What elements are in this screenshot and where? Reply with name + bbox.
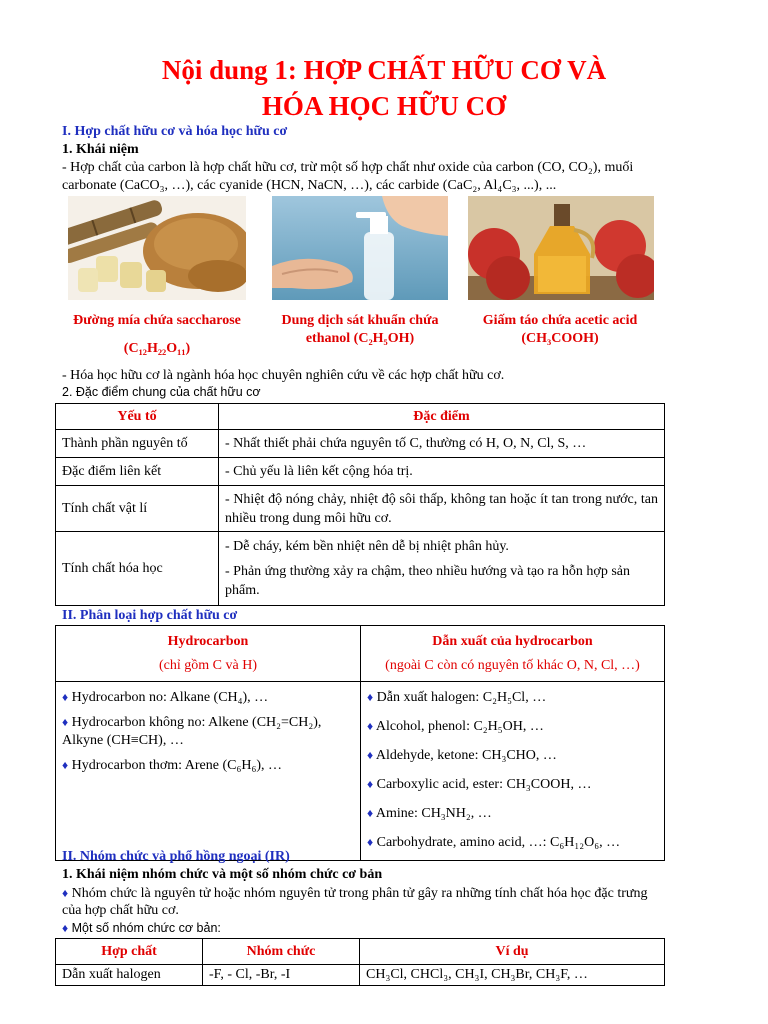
table2-col1-header bbox=[56, 626, 361, 682]
diamond-bullet-icon: ♦ bbox=[367, 748, 374, 762]
table1-header-factor: Yếu tố bbox=[56, 404, 219, 430]
table1-desc-line: - Dễ cháy, kém bền nhiệt nên dễ bị nhiệt phân hủy. bbox=[225, 539, 509, 554]
diamond-bullet-icon: ♦ bbox=[62, 886, 69, 900]
caption-vinegar-line2: (CH₃COOH) bbox=[521, 331, 599, 346]
list-item: ♦ Aldehyde, ketone: CH₃CHO, … bbox=[367, 748, 557, 763]
list-item: ♦ Hydrocarbon thơm: Arene (C₆H₆), … bbox=[62, 758, 283, 773]
diamond-bullet-icon: ♦ bbox=[367, 806, 374, 820]
diamond-bullet-icon: ♦ bbox=[62, 690, 69, 704]
section-3-sub-1: 1. Khái niệm nhóm chức và một số nhóm chức cơ bản bbox=[62, 867, 383, 882]
title-line-1: Nội dung 1: HỢP CHẤT HỮU CƠ VÀ bbox=[161, 55, 607, 85]
list-item: ♦ Alcohol, phenol: C₂H₅OH, … bbox=[367, 719, 544, 734]
list-item: ♦ Carbohydrate, amino acid, …: C₆H₁₂O₆, … bbox=[367, 835, 621, 850]
caption-sugarcane-line1: Đường mía chứa saccharose bbox=[73, 313, 241, 328]
functional-groups-table bbox=[55, 938, 665, 986]
section-1-para-2: - Hóa học hữu cơ là ngành hóa học chuyên nghiên cứu về các hợp chất hữu cơ. bbox=[62, 368, 505, 383]
section-1-sub-2: 2. Đặc điểm chung của chất hữu cơ bbox=[62, 385, 261, 399]
table1-desc: - Nhất thiết phải chứa nguyên tố C, thường có H, O, N, Cl, S, … bbox=[219, 430, 665, 458]
sugarcane-image bbox=[68, 196, 246, 300]
table3-group: -F, - Cl, -Br, -I bbox=[203, 965, 360, 986]
table1-factor: Tính chất vật lí bbox=[56, 486, 219, 532]
caption-sanitizer-line1: Dung dịch sát khuẩn chứa bbox=[281, 313, 439, 328]
section-1-sub-1: 1. Khái niệm bbox=[62, 142, 139, 157]
diamond-bullet-icon: ♦ bbox=[62, 758, 69, 772]
table2-col2-body bbox=[361, 682, 665, 861]
table2-col1-body bbox=[56, 682, 361, 861]
table1-desc-line: - Phản ứng thường xảy ra chậm, theo nhiều hướng và tạo ra hỗn hợp sản phẩm. bbox=[225, 564, 630, 598]
characteristics-table bbox=[55, 403, 665, 606]
section-1-para-1: - Hợp chất của carbon là hợp chất hữu cơ, trừ một số hợp chất như oxide của carbon (CO, CO₂), muối bbox=[62, 160, 634, 175]
section-3-para-2: ♦ Một số nhóm chức cơ bản: bbox=[62, 921, 221, 935]
table1-desc: - Chủ yếu là liên kết cộng hóa trị. bbox=[219, 458, 665, 486]
section-3-heading: II. Nhóm chức và phổ hồng ngoại (IR) bbox=[62, 849, 290, 864]
diamond-bullet-icon: ♦ bbox=[367, 777, 374, 791]
list-item: ♦ Amine: CH₃NH₂, … bbox=[367, 806, 492, 821]
hand-sanitizer-image bbox=[272, 196, 448, 300]
table3-example: CH₃Cl, CHCl₃, CH₃I, CH₃Br, CH₃F, … bbox=[360, 965, 665, 986]
table2-col2-header bbox=[361, 626, 665, 682]
table2-col1-sub: (chỉ gồm C và H) bbox=[159, 657, 257, 673]
diamond-bullet-icon: ♦ bbox=[367, 690, 374, 704]
section-2-heading: II. Phân loại hợp chất hữu cơ bbox=[62, 608, 238, 623]
page-title bbox=[0, 52, 768, 124]
diamond-bullet-icon: ♦ bbox=[367, 719, 374, 733]
table3-compound: Dẫn xuất halogen bbox=[56, 965, 203, 986]
table-row bbox=[56, 532, 665, 606]
section-3-para-1: ♦ Nhóm chức là nguyên tử hoặc nhóm nguyên tử trong phân tử gây ra những tính chất hóa học đặc trưng bbox=[62, 886, 648, 901]
list-item: ♦ Dẫn xuất halogen: C₂H₅Cl, … bbox=[367, 690, 547, 705]
list-item: ♦ Hydrocarbon no: Alkane (CH₄), … bbox=[62, 690, 269, 705]
caption-sanitizer bbox=[264, 312, 456, 348]
caption-sanitizer-line2: ethanol (C₂H₅OH) bbox=[305, 331, 415, 346]
table1-header-desc: Đặc điểm bbox=[219, 404, 665, 430]
table3-header-example: Ví dụ bbox=[360, 939, 665, 965]
table3-header-group: Nhóm chức bbox=[203, 939, 360, 965]
diamond-bullet-icon: ♦ bbox=[62, 921, 69, 935]
table1-factor: Thành phần nguyên tố bbox=[56, 430, 219, 458]
table-row bbox=[56, 486, 665, 532]
list-item: ♦ Hydrocarbon không no: Alkene (CH₂=CH₂), Alkyne (CH≡CH), … bbox=[62, 715, 322, 748]
caption-vinegar bbox=[462, 312, 658, 348]
caption-sugarcane bbox=[60, 312, 254, 358]
title-line-2: HÓA HỌC HỮU CƠ bbox=[261, 91, 507, 121]
table2-col1-title: Hydrocarbon bbox=[167, 633, 249, 649]
classification-table bbox=[55, 625, 665, 861]
table-row bbox=[56, 458, 665, 486]
diamond-bullet-icon: ♦ bbox=[62, 715, 69, 729]
caption-vinegar-line1: Giấm táo chứa acetic acid bbox=[482, 313, 638, 328]
list-item: ♦ Carboxylic acid, ester: CH₃COOH, … bbox=[367, 777, 592, 792]
table1-desc: - Nhiệt độ nóng chảy, nhiệt độ sôi thấp, không tan hoặc ít tan trong nước, tan nhiều trong dung môi hữu cơ. bbox=[219, 486, 665, 532]
table2-col2-title: Dẫn xuất của hydrocarbon bbox=[432, 633, 593, 649]
apple-vinegar-image bbox=[468, 196, 654, 300]
section-1-para-1b: carbonate (CaCO₃, …), các cyanide (HCN, NaCN, …), các carbide (CaC₂, Al₄C₃, ...), ... bbox=[62, 178, 557, 193]
table1-desc-multi bbox=[219, 532, 665, 606]
table2-col2-sub: (ngoài C còn có nguyên tố khác O, N, Cl, …) bbox=[385, 657, 640, 673]
table-row bbox=[56, 430, 665, 458]
diamond-bullet-icon: ♦ bbox=[367, 835, 374, 849]
section-1-heading: I. Hợp chất hữu cơ và hóa học hữu cơ bbox=[62, 124, 288, 139]
caption-sugarcane-line2: (C₁₂H₂₂O₁₁) bbox=[123, 341, 191, 356]
table1-factor: Tính chất hóa học bbox=[56, 532, 219, 606]
table1-factor: Đặc điểm liên kết bbox=[56, 458, 219, 486]
table-row bbox=[56, 965, 665, 986]
table3-header-compound: Hợp chất bbox=[56, 939, 203, 965]
section-3-para-1b: của hợp chất hữu cơ. bbox=[62, 903, 179, 918]
